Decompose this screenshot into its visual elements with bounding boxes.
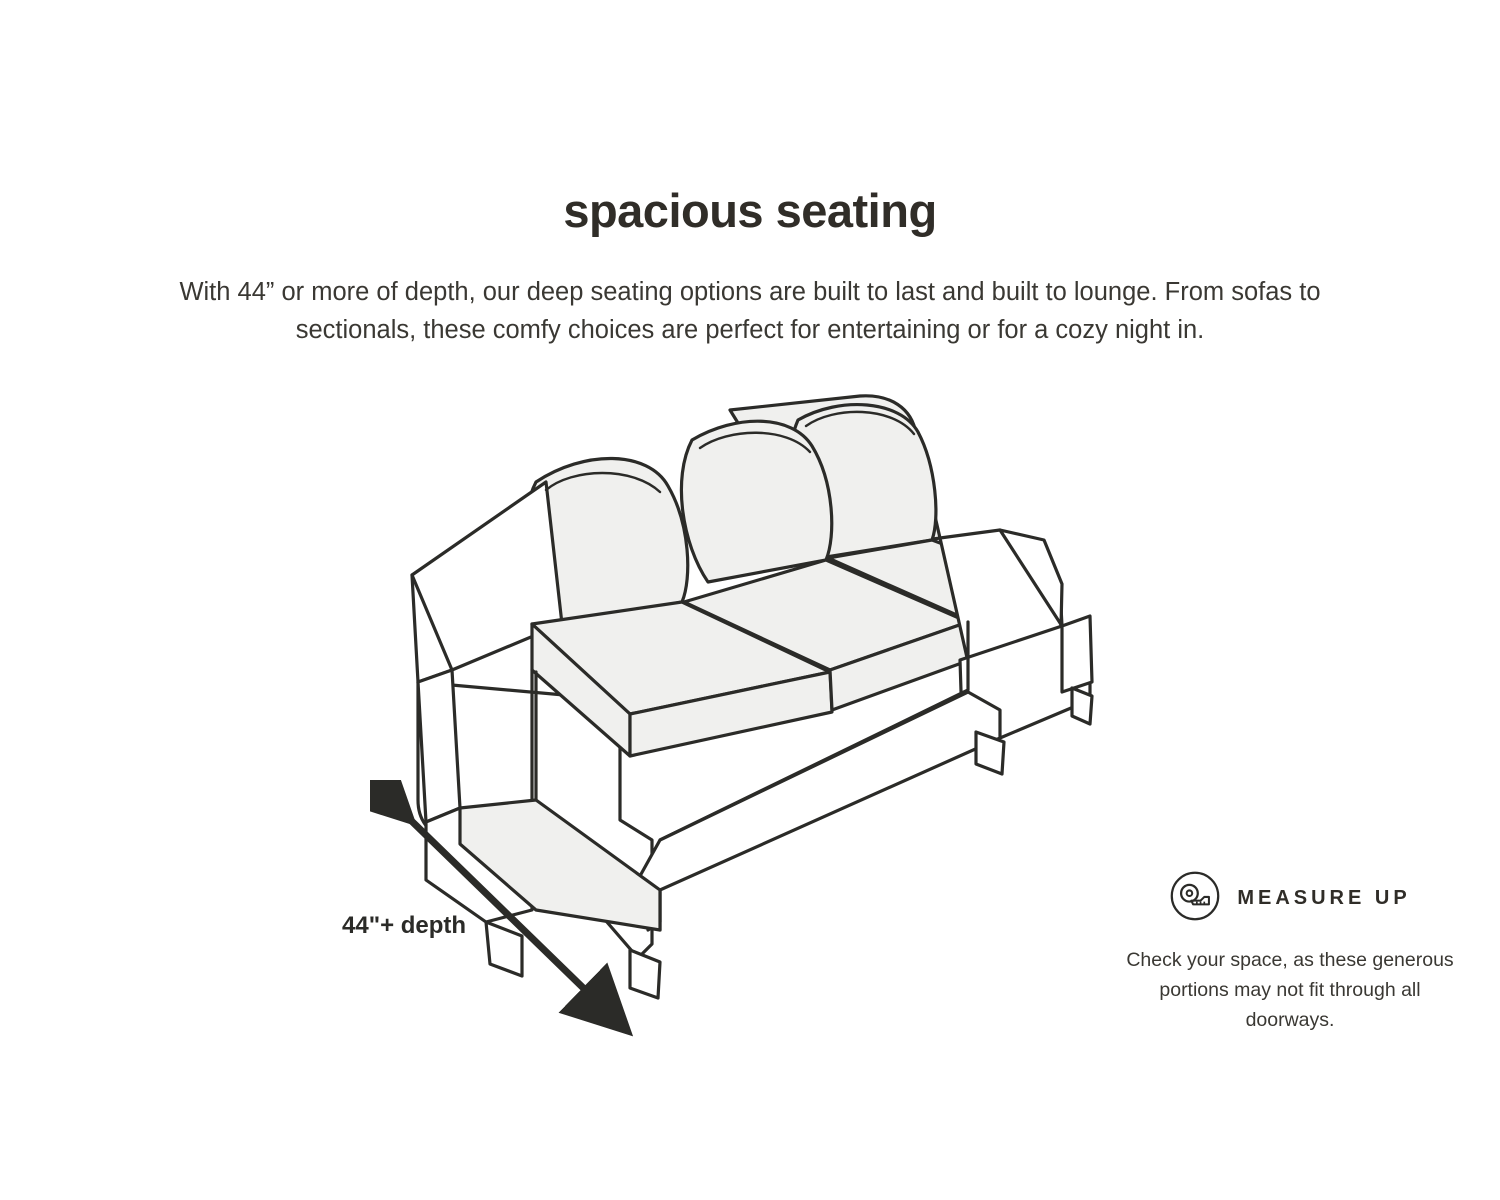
measure-up-header (1120, 870, 1460, 927)
depth-arrow (370, 780, 660, 1040)
depth-label: 44"+ depth (342, 912, 467, 939)
measure-up-body: Check your space, as these generous portions may not fit through all doorways. (1126, 949, 1454, 1031)
measure-up-block (1120, 870, 1460, 1035)
measure-up-title: MEASURE UP (1237, 887, 1411, 909)
page-title: spacious seating (563, 184, 937, 237)
tape-measure-icon (1169, 870, 1221, 927)
page-subtitle: With 44” or more of depth, our deep seating options are built to last and built to lounge. From sofas to sectionals, these comfy choices are perfect for entertaining or for a cozy night in. (179, 278, 1321, 344)
